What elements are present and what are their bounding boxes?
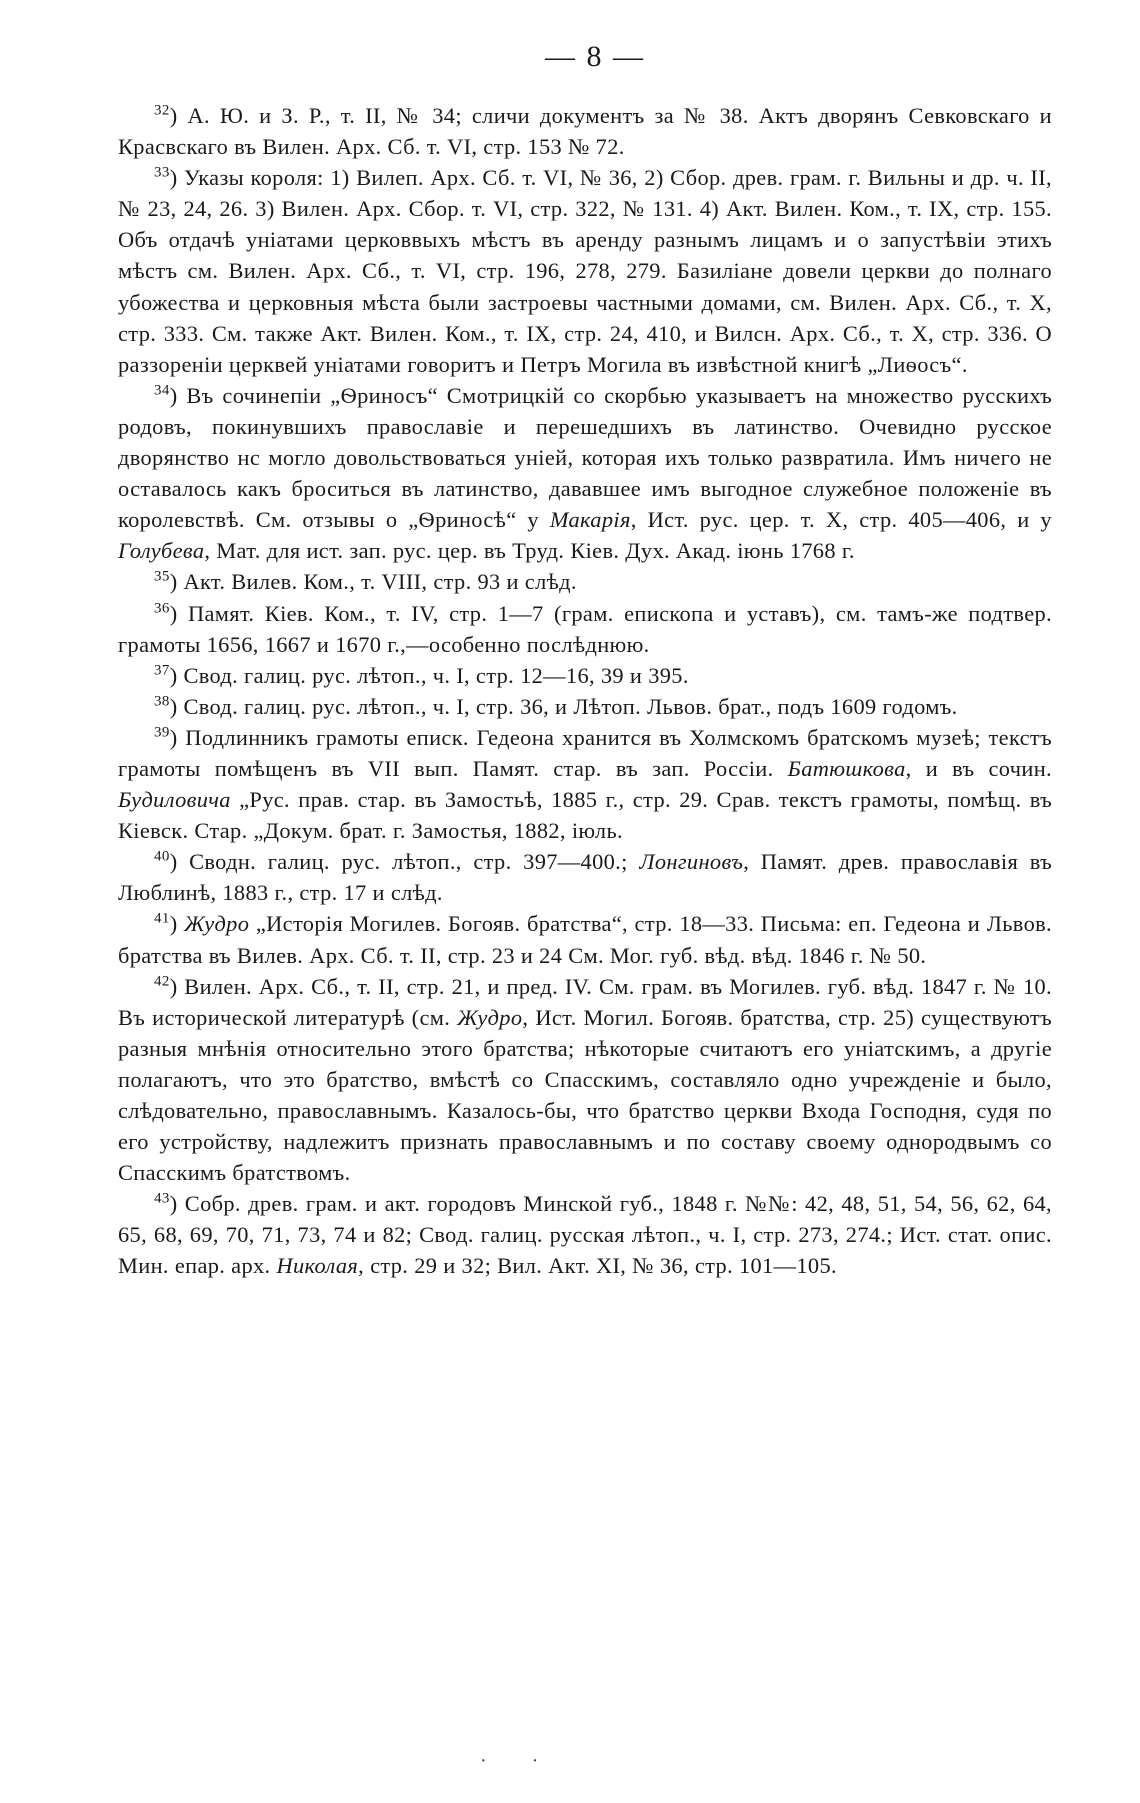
footnote-text: ) Подлинникъ грамоты еписк. Гедеона хранится въ Холмскомъ братскомъ музеѣ; текстъ грамоты помѣщенъ въ VII вып. Памят. стар. въ зап. Россіи. <box>118 724 1052 781</box>
footnote-text: , Ист. рус. цер. т. X, стр. 405—406, и у <box>630 507 1052 533</box>
footnote-text: , Памят. древ. православія въ Люблинѣ, 1883 г., стр. 17 и слѣд. <box>118 849 1052 906</box>
footnote-number: 33 <box>154 164 170 181</box>
footnote-text: ) Сводн. галиц. рус. лѣтоп., стр. 397—400.; <box>169 849 640 875</box>
footnote-number: 36 <box>154 600 170 617</box>
author-name: Жудро <box>457 1004 523 1030</box>
footnote-text: , стр. 29 и 32; Вил. Акт. XI, № 36, стр. 101—105. <box>358 1253 837 1279</box>
footnote-text: ) Свод. галиц. рус. лѣтоп., ч. I, стр. 12—16, 39 и 395. <box>169 662 689 688</box>
footnote-41 <box>118 908 1052 970</box>
footnote-number: 39 <box>154 724 170 741</box>
author-name: Лонгиновъ <box>639 849 744 875</box>
footnote-number: 34 <box>154 382 170 399</box>
author-name: Жудро <box>184 911 250 937</box>
footnote-33 <box>118 162 1052 380</box>
footnote-text: ) А. Ю. и З. Р., т. II, № 34; сличи документъ за № 38. Актъ дворянъ Севковскаго и Красвскаго въ Вилен. Арх. Сб. т. VI, стр. 153 № 72. <box>118 103 1052 160</box>
footnote-number: 42 <box>154 973 170 990</box>
footnote-text: ) Указы короля: 1) Вилеп. Арх. Сб. т. VI, № 36, 2) Сбор. древ. грам. г. Вильны и др. ч. II, № 23, 24, 26. 3) Вилен. Арх. Сбор. т. VI, стр. 322, № 131. 4) Акт. Вилен. Ком., т. IX, стр. 155. Объ отдачѣ уніатами церковвыхъ мѣстъ въ аренду разнымъ лицамъ и о запустѣвіи этихъ мѣстъ см. Вилен. Арх. Сб., т. VI, стр. 196, 278, 279. Базиліане довели церкви до полнаго убожества и церковныя мѣста были застроевы частными домами, см. Вилен. Арх. Сб., т. X, стр. 333. См. также Акт. Вилен. Ком., т. IX, стр. 24, 410, и Вилсн. Арх. Сб., т. X, стр. 336. О раззореніи церквей уніатами говоритъ и Петръ Могила въ извѣстной книгѣ „Лиѳосъ“. <box>118 165 1052 377</box>
footnote-number: 40 <box>154 848 170 865</box>
footnote-text: ) Собр. древ. грам. и акт. городовъ Минской губ., 1848 г. №№: 42, 48, 51, 54, 56, 62, 64, 65, 68, 69, 70, 71, 73, 74 и 82; Свод. галиц. русская лѣтоп., ч. I, стр. 273, 274.; Ист. стат. опис. Мин. епар. арх. <box>118 1191 1052 1279</box>
footnote-43 <box>118 1188 1052 1281</box>
footnote-text: ) Вилен. Арх. Сб., т. II, стр. 21, и пред. IV. См. грам. въ Могилев. губ. вѣд. 1847 г. № 10. Въ исторической литературѣ (см. <box>118 973 1052 1030</box>
footnote-text: , и въ сочин. <box>905 755 1052 781</box>
footnote-40 <box>118 846 1052 908</box>
footnote-34 <box>118 380 1052 567</box>
page-number: — 8 — <box>545 40 645 73</box>
footnote-39 <box>118 722 1052 846</box>
footnote-text: „Исторія Могилев. Богояв. братства“, стр. 18—33. Письма: еп. Гедеона и Львов. братства въ Вилев. Арх. Сб. т. II, стр. 23 и 24 См. Мог. губ. вѣд. вѣд. 1846 г. № 50. <box>118 911 1052 968</box>
print-specks: · · <box>480 1750 559 1772</box>
footnote-35 <box>118 566 1052 597</box>
footnote-text: , Ист. Могил. Богояв. братства, стр. 25) существуютъ разныя мнѣнія относительно этого братства; нѣкоторые считаютъ его уніатскимъ, а другіе полагаютъ, что это братство, вмѣстѣ со Спасскимъ, составляло одно учрежденіе и было, слѣдовательно, православнымъ. Казалось-бы, что братство церкви Входа Господня, судя по его устройству, надлежитъ признать православнымъ и по составу своему однородвымъ со Спасскимъ братствомъ. <box>118 1004 1052 1186</box>
footnote-text: ) Свод. галиц. рус. лѣтоп., ч. I, стр. 36, и Лѣтоп. Львов. брат., подъ 1609 годомъ. <box>169 693 958 719</box>
author-name: Будиловича <box>118 787 231 813</box>
footnote-text: „Рус. прав. стар. въ Замостьѣ, 1885 г., стр. 29. Срав. текстъ грамоты, помѣщ. въ Кіевск. Стар. „Докум. брат. г. Замостья, 1882, іюль. <box>118 787 1052 844</box>
author-name: Голубева <box>118 538 205 564</box>
footnotes <box>118 100 1052 1282</box>
footnote-text: ) Памят. Кіев. Ком., т. IV, стр. 1—7 (грам. епископа и уставъ), см. тамъ-же подтвер. грамоты 1656, 1667 и 1670 г.,—особенно послѣднюю. <box>118 600 1052 657</box>
footnote-32 <box>118 100 1052 162</box>
author-name: Макарія <box>549 507 631 533</box>
footnote-number: 38 <box>154 693 170 710</box>
footnote-37 <box>118 660 1052 691</box>
footnote-38 <box>118 691 1052 722</box>
footnote-text: ) Въ сочинепіи „Ѳриносъ“ Смотрицкій со скорбью указываетъ на множество русскихъ родовъ, покинувшихъ православіе и перешедшихъ въ латинство. Очевидно русское дворянство нс могло довольствоваться уніей, которая ихъ только развратила. Имъ ничего не оставалось какъ броситься въ латинство, дававшее имъ выгодное служебное положеніе въ королевствѣ. См. отзывы о „Ѳриносѣ“ у <box>118 382 1052 533</box>
footnote-text: ) Акт. Вилев. Ком., т. VIII, стр. 93 и слѣд. <box>169 569 577 595</box>
author-name: Николая <box>276 1253 359 1279</box>
footnote-42 <box>118 971 1052 1189</box>
footnote-text: , Мат. для ист. зап. рус. цер. въ Труд. Кіев. Дух. Акад. іюнь 1768 г. <box>204 538 855 564</box>
footnote-number: 32 <box>154 102 170 119</box>
footnote-number: 41 <box>154 910 170 927</box>
footnote-number: 43 <box>154 1190 170 1207</box>
document-page <box>118 40 1052 1282</box>
author-name: Батюшкова <box>787 755 906 781</box>
footnote-number: 35 <box>154 568 170 585</box>
footnote-text: ) <box>169 911 185 937</box>
footnote-36 <box>118 598 1052 660</box>
footnote-number: 37 <box>154 662 170 679</box>
